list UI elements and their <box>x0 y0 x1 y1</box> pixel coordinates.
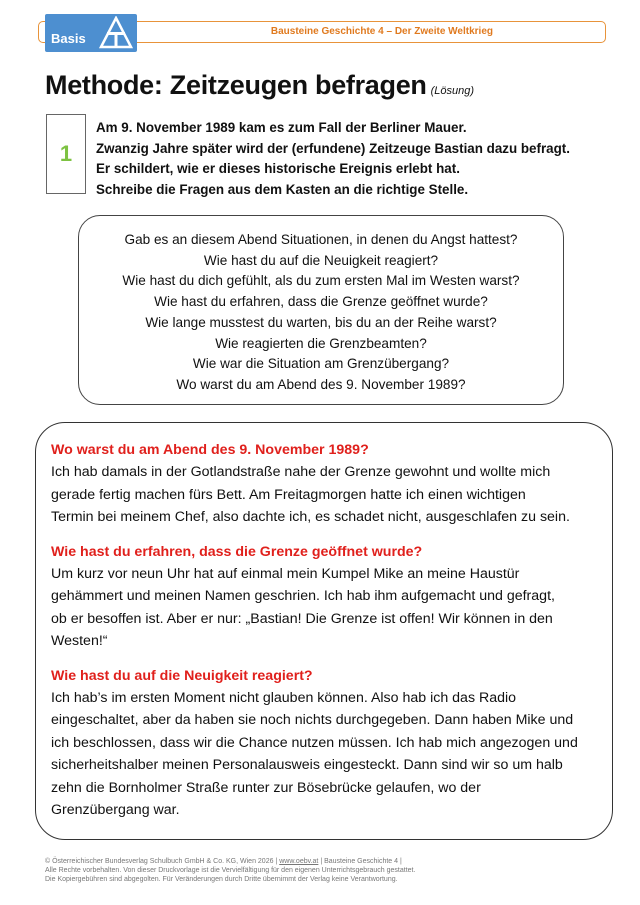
answer-line: ich beschlossen, dass wir die Chance nutzen müssen. Ich hab mich angezogen und <box>51 734 578 751</box>
answer-line: eingeschaltet, aber da haben sie noch nichts durchgegeben. Dann haben Mike und <box>51 712 574 728</box>
answer-line: sicherheitshalber meinen Personalausweis eingesteckt. Dann sind wir so um halb <box>51 757 563 773</box>
interview-block <box>51 541 601 653</box>
question-item: Wo warst du am Abend des 9. November 1989? <box>176 376 466 392</box>
footer-line-1 <box>45 857 415 866</box>
answer-line: Termin bei meinem Chef, also dachte ich, es schadet nicht, ausgeschlafen zu sein. <box>51 509 570 525</box>
answer-line: Um kurz vor neun Uhr hat auf einmal mein Kumpel Mike an meine Haustür <box>51 565 520 582</box>
footer-copyright: © Österreichischer Bundesverlag Schulbuch GmbH & Co. KG, Wien 2026 | <box>45 858 280 865</box>
footer-line-2: Alle Rechte vorbehalten. Von dieser Druckvorlage ist die Vervielfältigung für den eigenen Unterrichtsgebrauch gestattet. <box>45 867 416 874</box>
interview-answer <box>51 687 601 822</box>
interview-answer <box>51 461 601 529</box>
answer-line: Grenzübergang war. <box>51 802 180 818</box>
page-title <box>45 70 474 101</box>
question-item: Wie hast du dich gefühlt, als du zum ersten Mal im Westen warst? <box>122 273 520 289</box>
answer-line: ob er besoffen ist. Aber er nur: „Bastian! Die Grenze ist offen! Wir können in den <box>51 610 553 627</box>
answer-line: gerade fertig machen fürs Bett. Am Freitagmorgen hatte ich einen wichtigen <box>51 486 526 503</box>
question-list <box>79 230 563 396</box>
task-number: 1 <box>59 141 73 166</box>
logo-text: Basis <box>51 31 86 46</box>
triangle-logo-icon <box>99 16 133 50</box>
answer-line: Westen!“ <box>51 633 108 649</box>
answer-line: zehn die Bornholmer Straße runter zur Bösebrücke gelaufen, wo der <box>51 779 481 796</box>
interview-block <box>51 665 601 822</box>
question-item: Wie reagierten die Grenzbeamten? <box>215 335 427 351</box>
interview-content <box>51 439 601 834</box>
instruction-line: Schreibe die Fragen aus dem Kasten an die richtige Stelle. <box>96 181 469 197</box>
task-instructions <box>96 118 616 200</box>
footer-line-3: Die Kopiergebühren sind abgegolten. Für Veränderungen durch Dritte übernimmt der Verlag keine Verantwortung. <box>45 876 398 883</box>
page-title-main: Methode: Zeitzeugen befragen <box>45 70 427 100</box>
interview-question: Wo warst du am Abend des 9. November 1989? <box>51 442 369 458</box>
answer-line: Ich hab damals in der Gotlandstraße nahe der Grenze gewohnt und wollte mich <box>51 464 551 480</box>
page-title-note: (Lösung) <box>430 85 475 97</box>
footer <box>45 857 415 884</box>
interview-answer-box <box>35 422 613 840</box>
question-item: Wie hast du auf die Neuigkeit reagiert? <box>203 252 439 268</box>
instruction-line: Er schildert, wie er dieses historische Ereignis erlebt hat. <box>96 161 460 176</box>
question-item: Wie war die Situation am Grenzübergang? <box>192 356 450 372</box>
answer-line: gehämmert und meinen Namen geschrien. Ich hab ihm aufgemacht und gefragt, <box>51 588 555 604</box>
interview-answer <box>51 563 601 653</box>
series-title: Bausteine Geschichte 4 – Der Zweite Weltkrieg <box>270 26 493 37</box>
question-item: Gab es an diesem Abend Situationen, in denen du Angst hattest? <box>124 232 518 247</box>
instruction-line: Am 9. November 1989 kam es zum Fall der Berliner Mauer. <box>96 120 467 135</box>
answer-line: Ich hab’s im ersten Moment nicht glauben können. Also hab ich das Radio <box>51 689 517 706</box>
instruction-line: Zwanzig Jahre später wird der (erfundene) Zeitzeuge Bastian dazu befragt. <box>96 140 570 156</box>
basis-logo <box>45 14 137 52</box>
question-item: Wie lange musstest du warten, bis du an der Reihe warst? <box>145 314 497 330</box>
publisher-link[interactable]: www.oebv.at <box>279 858 319 865</box>
task-number-box <box>46 114 86 194</box>
question-box <box>78 215 564 405</box>
interview-question: Wie hast du auf die Neuigkeit reagiert? <box>51 667 313 684</box>
question-item: Wie hast du erfahren, dass die Grenze geöffnet wurde? <box>154 294 488 310</box>
interview-block <box>51 439 601 529</box>
footer-series: | Bausteine Geschichte 4 | <box>318 858 402 865</box>
interview-question: Wie hast du erfahren, dass die Grenze geöffnet wurde? <box>51 543 423 560</box>
